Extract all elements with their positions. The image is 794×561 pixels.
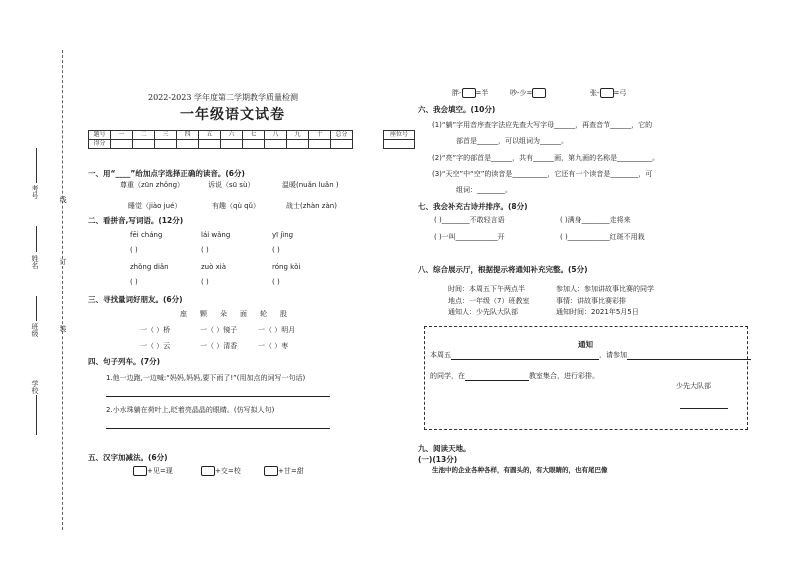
q7-line[interactable]: ( )满身________走将来 bbox=[560, 216, 631, 224]
q2-pinyin: fēi chánɡ bbox=[130, 231, 163, 239]
class-label: 班级 bbox=[31, 323, 39, 337]
q5-right-item: 吵-少= bbox=[510, 88, 546, 98]
q5-answer-box[interactable] bbox=[462, 88, 476, 98]
q9-passage: 生池中的企业各种各样，有圆头的，有大眼睛的，也有尾巴像 bbox=[432, 466, 608, 474]
q5-item: +甘=甜 bbox=[264, 466, 304, 476]
binding-dashed-line bbox=[62, 50, 63, 530]
q2-answer-bracket[interactable]: ( ) bbox=[201, 278, 209, 286]
score-header-cell: 七 bbox=[243, 131, 265, 140]
score-header-cell: 三 bbox=[155, 131, 177, 140]
score-cell[interactable] bbox=[133, 140, 155, 149]
q6-title: 六、我会填空。(10分) bbox=[418, 105, 496, 114]
score-header-cell: 九 bbox=[287, 131, 309, 140]
notice-signature: 少先大队部 bbox=[676, 382, 711, 390]
score-cell[interactable] bbox=[155, 140, 177, 149]
score-header-cell: 总分 bbox=[331, 131, 353, 140]
q2-pinyin: yī jìnɡ bbox=[272, 231, 294, 239]
school-label: 学校 bbox=[31, 380, 39, 394]
q2-answer-bracket[interactable]: ( ) bbox=[272, 278, 280, 286]
number-field[interactable] bbox=[36, 148, 37, 183]
q2-answer-bracket[interactable]: ( ) bbox=[201, 246, 209, 254]
notice-blank-time[interactable] bbox=[451, 351, 599, 360]
q2-pinyin: rónɡ kǒi bbox=[272, 263, 301, 271]
q1-item[interactable]: 诉说（sū sù） bbox=[208, 181, 255, 189]
q1-item[interactable]: 有趣（qù qǔ） bbox=[212, 202, 260, 210]
q3-word: 颗 bbox=[200, 310, 207, 318]
score-header-cell: 八 bbox=[265, 131, 287, 140]
seat-table bbox=[383, 130, 415, 149]
q1-title: 一、用“____”给加点字选择正确的读音。(6分) bbox=[88, 169, 245, 178]
score-cell[interactable] bbox=[331, 140, 353, 149]
q7-line[interactable]: ( )一叫____________开 bbox=[434, 233, 505, 241]
q2-pinyin: zhǒnɡ diǎn bbox=[130, 263, 169, 271]
q3-word: 朵 bbox=[220, 310, 227, 318]
score-header-cell: 十 bbox=[309, 131, 331, 140]
score-row-label: 得分 bbox=[89, 140, 111, 149]
q2-title: 二、看拼音,写词语。(12分) bbox=[88, 216, 184, 225]
score-header-cell: 五 bbox=[199, 131, 221, 140]
q6-line[interactable]: (2)“亮”字的部首是______，共有______画，第九画的名称是__________。 bbox=[432, 154, 660, 162]
line-char-zhuang: 装 bbox=[59, 325, 67, 332]
seat-cell[interactable] bbox=[384, 140, 415, 149]
school-field[interactable] bbox=[36, 395, 37, 435]
q1-item[interactable]: 战士(zhàn zàn) bbox=[286, 202, 337, 210]
q6-line[interactable]: (1)“躺”字用音序查字法应先查大写字母______，再查音节______，它的 bbox=[432, 121, 653, 129]
q5-answer-box[interactable] bbox=[532, 88, 546, 98]
notice-blank-location[interactable] bbox=[465, 372, 529, 381]
q5-answer-box[interactable] bbox=[133, 466, 147, 476]
q3-word: 轮 bbox=[260, 310, 267, 318]
q4-item2: 2.小水珠躺在荷叶上,眨着亮晶晶的眼睛。(仿写拟人句) bbox=[106, 406, 275, 414]
score-cell[interactable] bbox=[265, 140, 287, 149]
notice-title: 通知 bbox=[578, 340, 593, 349]
q5-title: 五、汉字加减法。(6分) bbox=[88, 453, 168, 462]
q5-answer-box[interactable] bbox=[264, 466, 278, 476]
q6-line[interactable]: 组词：________。 bbox=[456, 186, 512, 194]
q3-item[interactable]: 一（ ）云 bbox=[140, 342, 171, 350]
score-cell[interactable] bbox=[243, 140, 265, 149]
q2-pinyin: zuò xià bbox=[201, 263, 226, 271]
q7-line[interactable]: ( )________不敢轻言语 bbox=[434, 216, 505, 224]
q3-item[interactable]: 一（ ）枣 bbox=[258, 342, 289, 350]
q3-word: 股 bbox=[280, 310, 287, 318]
q5-right-item: 张- =弓 bbox=[590, 89, 627, 97]
seat-label: 座位号 bbox=[384, 131, 415, 140]
q7-title: 七、我会补充古诗并排序。(8分) bbox=[418, 202, 528, 211]
q8-info: 事情：讲故事比赛彩排 bbox=[556, 297, 626, 305]
q8-title: 八、综合展示厅，根据提示将通知补充完整。(5分) bbox=[418, 265, 588, 274]
q2-answer-bracket[interactable]: ( ) bbox=[272, 246, 280, 254]
name-field[interactable] bbox=[36, 226, 37, 252]
q8-info: 通知人：少先队大队部 bbox=[448, 308, 518, 316]
q1-item[interactable]: 尊重（zūn zhǒng） bbox=[120, 181, 185, 189]
score-header-cell: 四 bbox=[177, 131, 199, 140]
q5-answer-box[interactable] bbox=[600, 88, 614, 98]
notice-date-line[interactable] bbox=[680, 408, 728, 409]
q6-line[interactable]: 部首是______，可以组词为______。 bbox=[456, 137, 568, 145]
number-label: 考号 bbox=[31, 185, 39, 199]
q3-item[interactable]: 一（ ）清香 bbox=[200, 342, 238, 350]
score-header-cell: 一 bbox=[111, 131, 133, 140]
score-cell[interactable] bbox=[177, 140, 199, 149]
q4-answer-line2[interactable] bbox=[106, 428, 330, 429]
score-header-cell: 题号 bbox=[89, 131, 111, 140]
q5-item: +见=现 bbox=[133, 466, 173, 476]
q1-item[interactable]: 温暖(nuǎn luǎn ) bbox=[282, 181, 339, 189]
q3-item[interactable]: 一（ ）桥 bbox=[140, 326, 171, 334]
q5-answer-box[interactable] bbox=[201, 466, 215, 476]
q4-item1: 1.他一边跑,一边喊:“妈妈,妈妈,要下雨了!”(用加点的词写一句话) bbox=[106, 374, 306, 382]
q9-title: 九、阅读天地。 bbox=[418, 444, 471, 453]
q8-info: 地点：一年级（7）班教室 bbox=[448, 297, 530, 305]
q2-answer-bracket[interactable]: ( ) bbox=[130, 278, 138, 286]
q2-pinyin: lái wǎnɡ bbox=[201, 231, 231, 239]
name-label: 姓名 bbox=[31, 255, 39, 269]
q3-item[interactable]: 一（ ）镜子 bbox=[200, 326, 238, 334]
notice-line1: 本周五 ，请参加 bbox=[430, 350, 751, 360]
q8-info: 时间：本周五下午两点半 bbox=[448, 285, 525, 293]
exam-subtitle: 2022-2023 学年度第二学期教学质量检测 bbox=[148, 93, 298, 102]
score-cell[interactable] bbox=[111, 140, 133, 149]
notice-line2: 的同学，在 教室集合，进行彩排。 bbox=[430, 372, 599, 380]
q2-answer-bracket[interactable]: ( ) bbox=[130, 246, 138, 254]
score-cell[interactable] bbox=[309, 140, 331, 149]
q3-word: 面 bbox=[240, 310, 247, 318]
q7-line[interactable]: ( )____________红斑不用栽 bbox=[560, 233, 645, 241]
score-table bbox=[88, 130, 353, 149]
q8-info: 通知时间：2021年5月5日 bbox=[556, 308, 639, 316]
score-cell[interactable] bbox=[287, 140, 309, 149]
q1-item[interactable]: 睡觉（jiào jué） bbox=[128, 202, 182, 210]
q3-title: 三、寻找量词好朋友。(6分) bbox=[88, 295, 183, 304]
score-cell[interactable] bbox=[199, 140, 221, 149]
q9-subtitle: (一)(13分) bbox=[418, 455, 458, 464]
q8-info: 参加人：参加讲故事比赛的同学 bbox=[556, 285, 654, 293]
line-char-xian: 线 bbox=[59, 196, 67, 203]
q4-answer-line1[interactable] bbox=[106, 396, 330, 397]
q3-word: 座 bbox=[180, 310, 187, 318]
q6-line[interactable]: (3)“天空”中“空”的读音是__________，它还有一个读音是________，可 bbox=[432, 170, 653, 178]
score-header-cell: 六 bbox=[221, 131, 243, 140]
notice-blank-participants[interactable] bbox=[627, 351, 751, 360]
score-cell[interactable] bbox=[221, 140, 243, 149]
q5-item: +交=校 bbox=[201, 466, 241, 476]
q3-item[interactable]: 一（ ）明月 bbox=[258, 326, 296, 334]
line-char-ding: 订 bbox=[59, 258, 67, 265]
q5-right-item: 胖- =半 bbox=[452, 89, 489, 97]
q4-title: 四、句子列车。(7分) bbox=[88, 357, 161, 366]
class-field[interactable] bbox=[36, 296, 37, 321]
exam-title: 一年级语文试卷 bbox=[180, 107, 285, 123]
score-header-cell: 二 bbox=[133, 131, 155, 140]
